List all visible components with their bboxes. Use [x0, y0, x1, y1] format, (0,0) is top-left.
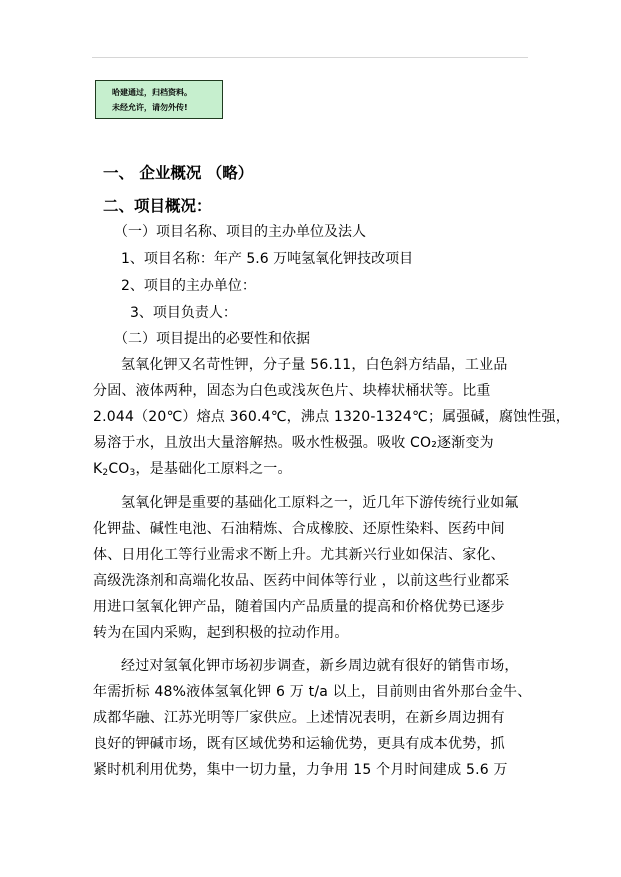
- para3-line4: 良好的钾碱市场，既有区域优势和运输优势，更具有成本优势，抓: [93, 736, 505, 752]
- formula-sub-3: 3: [129, 468, 136, 478]
- para1-line3: 2.044（20℃）熔点 360.4℃，沸点 1320-1324℃；属强碱，腐蚀性强，: [93, 409, 570, 425]
- para3-line1: 经过对氢氧化钾市场初步调查，新乡周边就有很好的销售市场，: [121, 658, 519, 674]
- para3-line3: 成都华融、江苏光明等厂家供应。上述情况表明，在新乡周边拥有: [93, 710, 505, 726]
- section-necessity: （二）项目提出的必要性和依据: [114, 331, 310, 347]
- formula-co: CO: [108, 461, 130, 477]
- para1-line1: 氢氧化钾又名苛性钾，分子量 56.11，白色斜方结晶，工业品: [121, 357, 508, 373]
- para2-line4: 高级洗涤剂和高端化妆品、医药中间体等行业 ，以前这些行业都采: [93, 573, 510, 589]
- item-project-leader: 3、项目负责人：: [130, 305, 237, 321]
- notice-line-2: 未经允许，请勿外传!: [112, 103, 188, 112]
- para1-line4: 易溶于水，且放出大量溶解热。吸水性极强。吸收 CO₂逐渐变为: [93, 435, 494, 451]
- para2-line5: 用进口氢氧化钾产品，随着国内产品质量的提高和价格优势已逐步: [93, 599, 505, 615]
- para1-line5-text: ，是基础化工原料之一。: [135, 461, 292, 477]
- para3-line2: 年需折标 48%液体氢氧化钾 6 万 t/a 以上，目前则由省外那台金牛、: [93, 684, 532, 700]
- formula-sub-2: 2: [102, 468, 109, 478]
- heading-company-overview: 一、 企业概况 （略）: [103, 164, 254, 182]
- heading-project-overview: 二、项目概况：: [103, 197, 212, 215]
- para2-line1: 氢氧化钾是重要的基础化工原料之一，近几年下游传统行业如氟: [121, 495, 519, 511]
- item-sponsor-unit: 2、项目的主办单位：: [121, 278, 256, 294]
- para3-line5: 紧时机利用优势，集中一切力量，力争用 15 个月时间建成 5.6 万: [93, 762, 508, 778]
- confidential-notice-box: [95, 80, 223, 119]
- para1-line5: [93, 459, 292, 483]
- header-rule: [92, 57, 528, 58]
- item-project-name: 1、项目名称：年产 5.6 万吨氢氧化钾技改项目: [121, 251, 414, 267]
- section-project-name: （一）项目名称、项目的主办单位及法人: [114, 224, 366, 240]
- para2-line2: 化钾盐、碱性电池、石油精炼、合成橡胶、还原性染料、医药中间: [93, 521, 505, 537]
- para2-line3: 体、日用化工等行业需求不断上升。尤其新兴行业如保洁、家化、: [93, 547, 505, 563]
- formula-k: K: [93, 461, 103, 477]
- para1-line2: 分固、液体两种，固态为白色或浅灰色片、块棒状桶状等。比重: [93, 383, 491, 399]
- notice-line-1: 哈建通过，归档资料。: [112, 88, 192, 97]
- para2-line6: 转为在国内采购，起到积极的拉动作用。: [93, 625, 349, 641]
